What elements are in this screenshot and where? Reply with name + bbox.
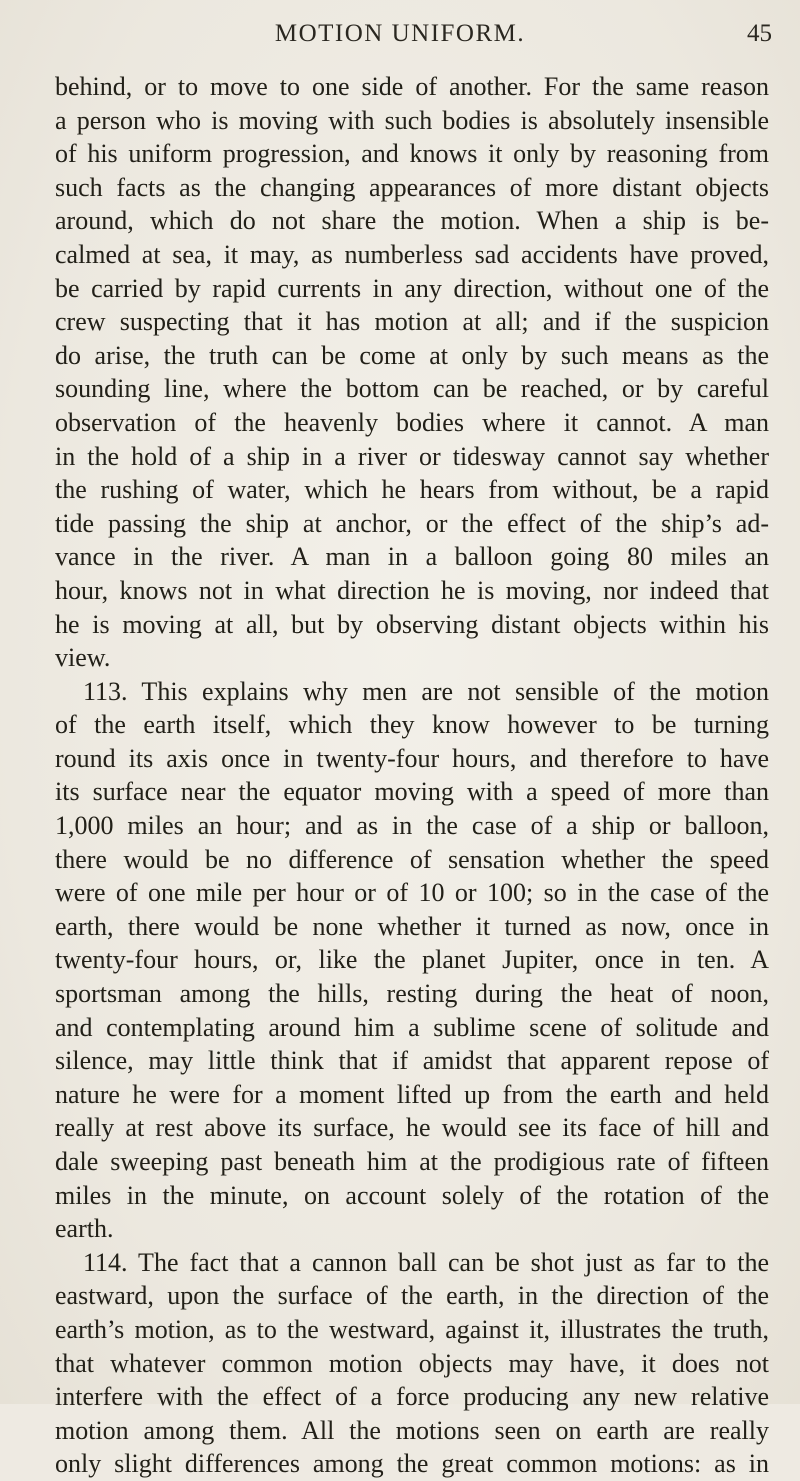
text-line: sportsman among the hills, resting during the heat of noon, xyxy=(55,979,769,1009)
text-line: eastward, upon the surface of the earth, in the direction of the xyxy=(55,1281,769,1311)
text-line: only slight differences among the great common motions: as in xyxy=(55,1449,769,1479)
text-line: sounding line, where the bottom can be reached, or by careful xyxy=(55,374,769,404)
text-line: of the earth itself, which they know however to be turning xyxy=(55,710,769,740)
text-line: there would be no difference of sensation whether the speed xyxy=(55,844,769,874)
text-line: a person who is moving with such bodies is absolutely insensible xyxy=(55,105,769,135)
text-line: in the hold of a ship in a river or tidesway cannot say whether xyxy=(55,441,769,471)
text-line: really at rest above its surface, he would see its face of hill and xyxy=(55,1113,769,1143)
text-line: he is moving at all, but by observing distant objects within his xyxy=(55,609,769,639)
text-line: observation of the heavenly bodies where it cannot. A man xyxy=(55,407,769,437)
text-line: around, which do not share the motion. When a ship is be- xyxy=(55,206,769,236)
text-line: dale sweeping past beneath him at the prodigious rate of fifteen xyxy=(55,1147,769,1176)
paragraph-113-start: 113. This explains why men are not sensible of the motion xyxy=(83,676,769,706)
text-line: earth’s motion, as to the westward, against it, illustrates the truth, xyxy=(55,1314,769,1344)
text-line: that whatever common motion objects may have, it does not xyxy=(55,1348,769,1378)
paragraph-114-start: 114. The fact that a cannon ball can be shot just as far to the xyxy=(83,1247,769,1277)
running-head: MOTION UNIFORM. xyxy=(274,20,526,47)
text-line: interfere with the effect of a force producing any new relative xyxy=(55,1382,769,1412)
text-line: of his uniform progression, and knows it only by reasoning from xyxy=(55,139,769,169)
text-line: miles in the minute, on account solely of the rotation of the xyxy=(55,1180,769,1210)
text-line: calmed at sea, it may, as numberless sad accidents have proved, xyxy=(55,239,769,269)
text-line: earth. xyxy=(55,1214,114,1244)
text-line: and contemplating around him a sublime scene of solitude and xyxy=(55,1012,769,1042)
text-line: be carried by rapid currents in any direction, without one of the xyxy=(55,273,769,303)
text-line: nature he were for a moment lifted up from the earth and held xyxy=(55,1079,769,1109)
text-line: silence, may little think that if amidst that apparent repose of xyxy=(55,1046,769,1076)
text-line: its surface near the equator moving with a speed of more than xyxy=(55,777,769,807)
text-line: vance in the river. A man in a balloon going 80 miles an xyxy=(55,542,769,572)
text-line: motion among them. All the motions seen on earth are really xyxy=(55,1415,769,1445)
text-line: were of one mile per hour or of 10 or 100; so in the case of the xyxy=(55,878,769,908)
text-line: the rushing of water, which he hears from without, be a rapid xyxy=(55,475,769,505)
text-line: view. xyxy=(55,643,111,673)
text-line: such facts as the changing appearances of more distant objects xyxy=(55,172,769,202)
page-number: 45 xyxy=(747,20,772,47)
text-line: do arise, the truth can be come at only by such means as the xyxy=(55,340,769,370)
text-line: hour, knows not in what direction he is moving, nor indeed that xyxy=(55,575,769,605)
text-line: 1,000 miles an hour; and as in the case of a ship or balloon, xyxy=(55,811,769,841)
text-line: twenty-four hours, or, like the planet Jupiter, once in ten. A xyxy=(55,945,769,975)
text-line: earth, there would be none whether it turned as now, once in xyxy=(55,911,769,941)
text-line: crew suspecting that it has motion at all; and if the suspicion xyxy=(55,307,769,337)
text-line: tide passing the ship at anchor, or the effect of the ship’s ad- xyxy=(55,508,769,538)
text-line: behind, or to move to one side of another. For the same reason xyxy=(55,72,769,101)
body-text xyxy=(55,70,769,1481)
text-line: round its axis once in twenty-four hours, and therefore to have xyxy=(55,743,769,773)
page-header xyxy=(0,18,800,58)
